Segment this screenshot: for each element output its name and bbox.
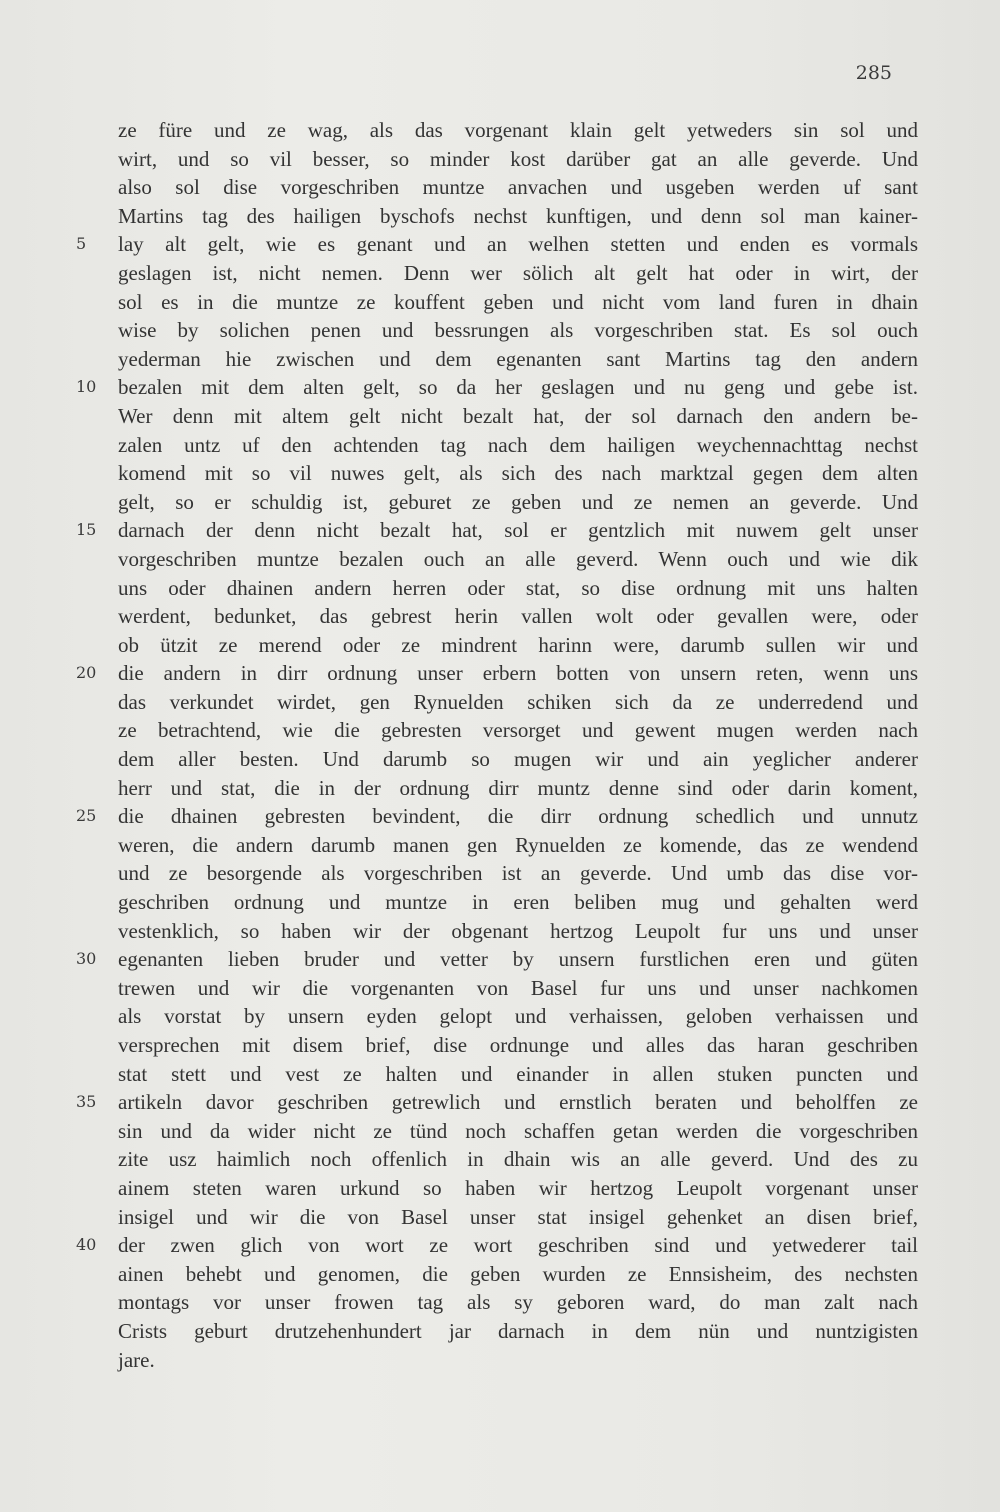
text-line [76,802,918,831]
text-line [118,316,918,345]
page-number: 285 [855,62,892,84]
text-line [118,831,918,860]
text-line [118,1288,918,1317]
text-line [76,373,918,402]
line-text: Martins tag des hailigen byschofs nechst kunftigen, und denn sol man kainer- [118,203,918,228]
line-text: zalen untz uf den achtenden tag nach dem hailigen weychennachttag nechst [118,432,918,457]
text-line [118,745,918,774]
line-text: weren, die andern darumb manen gen Rynuelden ze komende, das ze wendend [118,832,918,857]
line-text: die dhainen gebresten bevindent, die dirr ordnung schedlich und unnutz [118,804,918,829]
text-line [118,917,918,946]
line-text: sin und da wider nicht ze tünd noch schaffen getan werden die vorgeschriben [118,1118,918,1143]
line-text: herr und stat, die in der ordnung dirr muntz denne sind oder darin koment, [118,775,918,800]
text-line [118,974,918,1003]
line-text: ob ützit ze merend oder ze mindrent harinn were, darumb sullen wir und [118,632,918,657]
line-text: als vorstat by unsern eyden gelopt und verhaissen, geloben verhaissen und [118,1004,918,1029]
text-line [118,1346,918,1375]
line-text: yederman hie zwischen und dem egenanten sant Martins tag den andern [118,346,918,371]
text-line [118,202,918,231]
text-line [118,859,918,888]
text-line [118,688,918,717]
line-text: das verkundet wirdet, gen Rynuelden schiken sich da ze underredend und [118,689,918,714]
text-line [118,345,918,374]
text-line [118,1002,918,1031]
line-text: bezalen mit dem alten gelt, so da her geslagen und nu geng und gebe ist. [118,375,918,400]
text-line [118,402,918,431]
line-text: komend mit so vil nuwes gelt, als sich des nach marktzal gegen dem alten [118,461,918,486]
line-text: ainen behebt und genomen, die geben wurden ze Ennsisheim, des nechsten [118,1261,918,1286]
line-text: der zwen glich von wort ze wort geschriben sind und yetwederer tail [118,1233,918,1258]
text-line [118,173,918,202]
line-number: 25 [76,806,97,826]
line-text: ainem steten waren urkund so haben wir hertzog Leupolt vorgenant unser [118,1175,918,1200]
text-line [118,1145,918,1174]
line-text: uns oder dhainen andern herren oder stat, so dise ordnung mit uns halten [118,575,918,600]
line-number: 15 [76,520,97,540]
text-line [118,716,918,745]
text-line [118,1317,918,1346]
text-line [76,230,918,259]
line-text: versprechen mit disem brief, dise ordnunge und alles das haran geschriben [118,1033,918,1057]
text-line [118,1117,918,1146]
line-text: Wer denn mit altem gelt nicht bezalt hat, der sol darnach den andern be- [118,403,918,428]
line-text: die andern in dirr ordnung unser erbern botten von unsern reten, wenn uns [118,661,918,686]
text-line [118,431,918,460]
line-text: geschriben ordnung und muntze in eren beliben mug und gehalten werd [118,890,918,915]
text-line [118,545,918,574]
line-text: lay alt gelt, wie es genant und an welhen stetten und enden es vormals [118,232,918,257]
text-line [118,259,918,288]
line-number: 40 [76,1235,97,1255]
line-number: 5 [76,234,87,254]
line-text: werdent, bedunket, das gebrest herin vallen wolt oder gevallen were, oder [118,604,918,629]
line-text: vorgeschriben muntze bezalen ouch an alle geverd. Wenn ouch und wie dik [118,546,918,571]
line-number: 35 [76,1092,97,1112]
line-text: artikeln davor geschriben getrewlich und ernstlich beraten und beholffen ze [118,1090,918,1115]
text-line [76,1231,918,1260]
line-text: gelt, so er schuldig ist, geburet ze geben und ze nemen an geverde. Und [118,489,918,514]
text-line [118,631,918,660]
text-line [118,1031,918,1060]
text-line [118,574,918,603]
line-text: darnach der denn nicht bezalt hat, sol er gentzlich mit nuwem gelt unser [118,518,918,543]
text-line [118,459,918,488]
line-text: geslagen ist, nicht nemen. Denn wer sölich alt gelt hat oder in wirt, der [118,260,918,285]
text-line [76,1088,918,1117]
text-line [76,659,918,688]
line-text: und ze besorgende als vorgeschriben ist an geverde. Und umb das dise vor- [118,861,918,886]
line-text: wirt, und so vil besser, so minder kost darüber gat an alle geverde. Und [118,146,918,171]
line-text: also sol dise vorgeschriben muntze anvachen und usgeben werden uf sant [118,175,918,200]
text-line [118,1174,918,1203]
text-line [118,1203,918,1232]
text-line [76,516,918,545]
line-text: sol es in die muntze ze kouffent geben und nicht vom land furen in dhain [118,289,918,314]
line-text: dem aller besten. Und darumb so mugen wir und ain yeglicher anderer [118,747,918,772]
text-line [118,888,918,917]
text-line [76,945,918,974]
line-text: ze betrachtend, wie die gebresten versorget und gewent mugen werden nach [118,718,918,743]
line-text: wise by solichen penen und bessrungen als vorgeschriben stat. Es sol ouch [118,318,918,343]
line-text: trewen und wir die vorgenanten von Basel fur uns und unser nachkomen [118,975,918,1000]
text-line [118,288,918,317]
line-number: 10 [76,377,97,397]
line-text: insigel und wir die von Basel unser stat insigel gehenket an disen brief, [118,1204,918,1229]
text-line [118,1260,918,1289]
line-text: egenanten lieben bruder und vetter by unsern furstlichen eren und güten [118,947,918,972]
line-text: stat stett und vest ze halten und einander in allen stuken puncten und [118,1061,918,1086]
text-line [118,488,918,517]
line-text: vestenklich, so haben wir der obgenant hertzog Leupolt fur uns und unser [118,918,918,943]
line-text: montags vor unser frowen tag als sy geboren ward, do man zalt nach [118,1290,918,1315]
text-line [118,774,918,803]
line-text: zite usz haimlich noch offenlich in dhain wis an alle geverd. Und des zu [118,1147,918,1172]
text-line [118,602,918,631]
text-line [118,145,918,174]
line-number: 30 [76,949,97,969]
line-text: Crists geburt drutzehenhundert jar darnach in dem nün und nuntzigisten [118,1318,918,1343]
line-text: jare. [118,1347,155,1372]
body-text [76,116,918,1374]
line-number: 20 [76,663,97,683]
text-line [118,1060,918,1089]
line-text: ze füre und ze wag, als das vorgenant klain gelt yetweders sin sol und [118,118,918,142]
text-line [118,116,918,145]
